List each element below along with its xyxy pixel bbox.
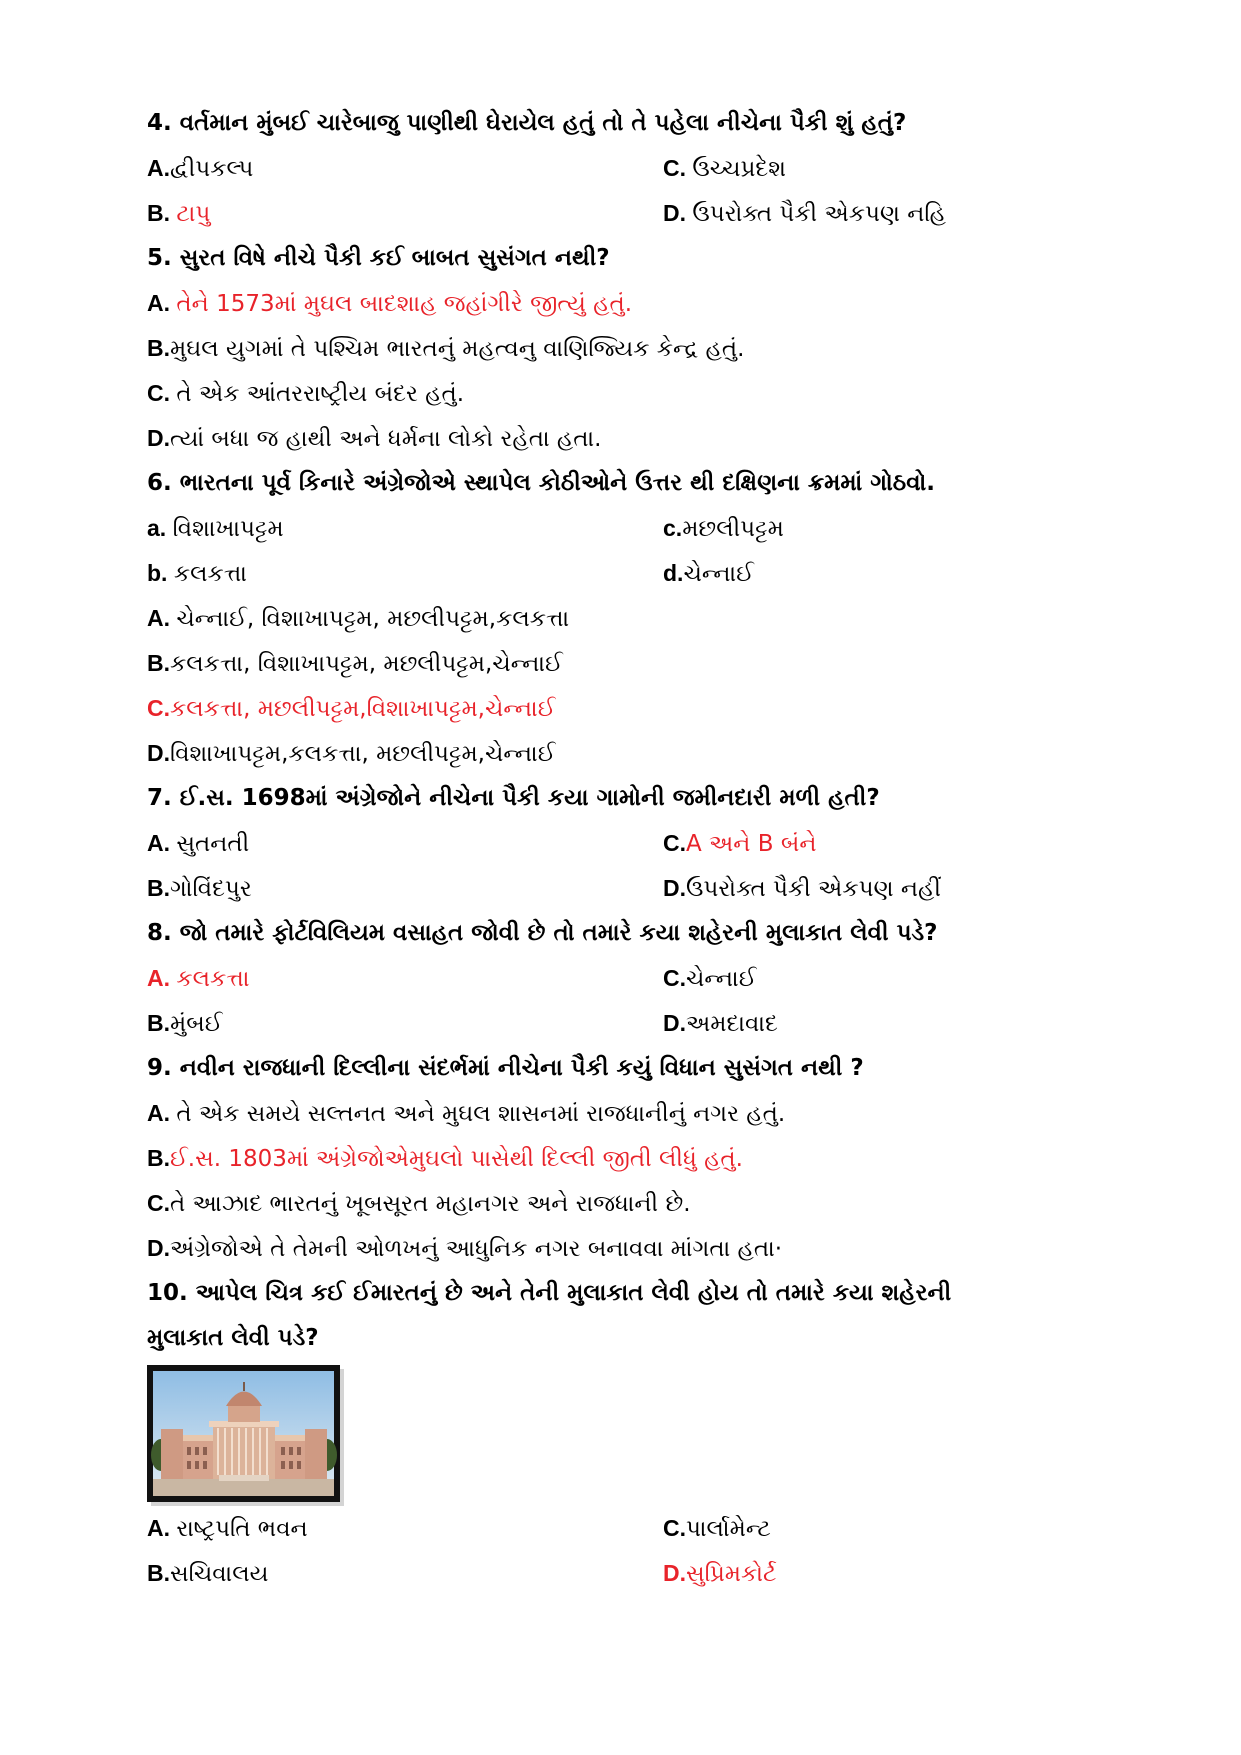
option-text: ઉચ્ચપ્રદેશ xyxy=(692,156,787,182)
option-text: મુઘલ યુગમાં તે પશ્ચિમ ભારતનું મહત્વનુ વાણિજ્યિક કેન્દ્ર હતું. xyxy=(170,336,745,362)
options-row xyxy=(147,956,1207,1001)
item-label: a. xyxy=(147,515,173,541)
option-text: કલકત્તા xyxy=(176,966,250,992)
question-10-stem-line-1: 10. આપેલ ચિત્ર કઈ ઈમારતનું છે અને તેની મુલાકાત લેવી હોય તો તમારે કયા શહેરની xyxy=(147,1280,952,1306)
option-text: વિશાખાપટ્ટમ,કલકત્તા, મછલીપટ્ટમ,ચેન્નાઈ xyxy=(170,741,556,767)
option-text: દ્વીપકલ્પ xyxy=(170,156,254,182)
option-label: D. xyxy=(663,1010,686,1036)
question-6 xyxy=(147,461,1207,776)
item-text: ચેન્નાઈ xyxy=(683,561,754,587)
option-label: B. xyxy=(147,200,177,226)
option-d xyxy=(663,1001,1207,1046)
building-photo xyxy=(147,1365,344,1506)
option-b xyxy=(147,641,1207,686)
building-photo-figure xyxy=(147,1365,344,1506)
option-label: D. xyxy=(147,740,170,766)
question-6-stem: 6. ભારતના પૂર્વ કિનારે અંગ્રેજોએ સ્થાપેલ કોઠીઓને ઉત્તર થી દક્ષિણના ક્રમમાં ગોઠવો. xyxy=(147,470,936,496)
option-a xyxy=(147,1506,663,1551)
option-c xyxy=(663,956,1207,1001)
option-text: કલકત્તા, મછલીપટ્ટમ,વિશાખાપટ્ટમ,ચેન્નાઈ xyxy=(170,696,556,722)
question-10 xyxy=(147,1271,1207,1596)
items-row xyxy=(147,551,1207,596)
option-text: ચેન્નાઈ, વિશાખાપટ્ટમ, મછલીપટ્ટમ,કલકત્તા xyxy=(176,606,570,632)
option-a-answer xyxy=(147,956,663,1001)
option-text-answer: ઈ.સ. 1803માં અંગ્રેજોએમુઘલો પાસેથી દિલ્લી જીતી લીધું હતું. xyxy=(170,1146,743,1172)
options-row xyxy=(147,191,1207,236)
option-label: C. xyxy=(147,695,170,721)
option-c xyxy=(147,1181,1207,1226)
question-5 xyxy=(147,236,1207,461)
option-text: ત્યાં બધા જ હાથી અને ધર્મના લોકો રહેતા હતા. xyxy=(170,426,602,452)
option-text: કલકત્તા, વિશાખાપટ્ટમ, મછલીપટ્ટમ,ચેન્નાઈ xyxy=(170,651,563,677)
option-c xyxy=(147,371,1207,416)
option-d xyxy=(663,866,1207,911)
question-4-stem: 4. વર્તમાન મુંબઈ ચારેબાજુ પાણીથી ઘેરાયેલ હતું તો તે પહેલા નીચેના પૈકી શું હતું? xyxy=(147,110,907,136)
option-d xyxy=(147,731,1207,776)
option-d-answer xyxy=(663,1551,1207,1596)
item-a xyxy=(147,506,663,551)
question-9 xyxy=(147,1046,1207,1271)
option-label: A. xyxy=(147,965,177,991)
option-label: C. xyxy=(663,965,686,991)
option-text: સુપ્રિમકોર્ટ xyxy=(686,1561,777,1587)
item-b xyxy=(147,551,663,596)
option-a xyxy=(147,821,663,866)
option-label: C. xyxy=(663,830,686,856)
option-label: C. xyxy=(663,155,693,181)
option-a xyxy=(147,1091,1207,1136)
options-row xyxy=(147,1506,1207,1551)
item-label: c. xyxy=(663,515,683,541)
option-label: C. xyxy=(147,380,177,406)
option-text: અમદાવાદ xyxy=(686,1011,778,1037)
option-label: A. xyxy=(147,605,177,631)
option-b xyxy=(147,1551,663,1596)
option-text-answer: ટાપુ xyxy=(176,201,211,227)
photo-ground xyxy=(153,1479,334,1496)
option-label: C. xyxy=(663,1515,686,1541)
question-9-stem: 9. નવીન રાજધાની દિલ્લીના સંદર્ભમાં નીચેના પૈકી કયું વિધાન સુસંગત નથી ? xyxy=(147,1055,864,1081)
option-text: ઉપરોક્ત પૈકી એકપણ નહીં xyxy=(686,876,941,902)
option-label: B. xyxy=(147,1560,170,1586)
question-8 xyxy=(147,911,1207,1046)
option-text: અંગ્રેજોએ તે તેમની ઓળખનું આધુનિક નગર બનાવવા માંગતા હતા· xyxy=(170,1236,783,1262)
option-b xyxy=(147,1136,1207,1181)
items-row xyxy=(147,506,1207,551)
option-c xyxy=(663,146,1207,191)
option-text-answer: તેને 1573માં મુઘલ બાદશાહ જહાંગીરે જીત્યું હતું. xyxy=(176,291,633,317)
option-b xyxy=(147,866,663,911)
question-4 xyxy=(147,101,1207,236)
option-d xyxy=(147,416,1207,461)
option-text: તે આઝાદ ભારતનું ખૂબસૂરત મહાનગર અને રાજધાની છે. xyxy=(170,1191,691,1217)
question-list xyxy=(147,101,1207,1596)
options-row xyxy=(147,1001,1207,1046)
option-label: D. xyxy=(663,875,686,901)
item-text: કલકત્તા xyxy=(173,561,247,587)
option-label: B. xyxy=(147,650,170,676)
option-label: A. xyxy=(147,1515,177,1541)
question-10-stem-line-2: મુલાકાત લેવી પડે? xyxy=(147,1325,319,1351)
option-a xyxy=(147,281,1207,326)
option-label: B. xyxy=(147,335,170,361)
item-label: d. xyxy=(663,560,684,586)
item-text: મછલીપટ્ટમ xyxy=(682,516,784,542)
options-row xyxy=(147,866,1207,911)
question-8-stem: 8. જો તમારે ફોર્ટવિલિયમ વસાહત જોવી છે તો તમારે કયા શહેરની મુલાકાત લેવી પડે? xyxy=(147,920,938,946)
photo-dome-drum xyxy=(228,1405,260,1422)
option-text-answer: A અને B બંને xyxy=(686,831,817,857)
option-label: A. xyxy=(147,155,170,181)
option-b xyxy=(147,326,1207,371)
option-label: A. xyxy=(147,290,177,316)
option-text: સચિવાલય xyxy=(170,1561,269,1587)
option-c xyxy=(663,1506,1207,1551)
option-text: તે એક આંતરરાષ્ટ્રીય બંદર હતું. xyxy=(176,381,465,407)
option-label: C. xyxy=(147,1190,170,1216)
item-label: b. xyxy=(147,560,174,586)
photo-portico xyxy=(213,1425,275,1479)
option-label: D. xyxy=(147,425,170,451)
options-row xyxy=(147,1551,1207,1596)
option-label: A. xyxy=(147,830,177,856)
option-text: સુતનતી xyxy=(176,831,250,857)
photo-steps xyxy=(219,1475,269,1481)
option-label: D. xyxy=(663,1560,686,1586)
question-7 xyxy=(147,776,1207,911)
item-d xyxy=(663,551,1207,596)
options-row xyxy=(147,146,1207,191)
item-c xyxy=(663,506,1207,551)
option-d xyxy=(663,191,1207,236)
photo-wing-right xyxy=(305,1429,327,1479)
option-c-answer xyxy=(147,686,1207,731)
option-text: મુંબઈ xyxy=(170,1011,223,1037)
option-label: A. xyxy=(147,1100,177,1126)
option-c xyxy=(663,821,1207,866)
option-text: ઉપરોક્ત પૈકી એકપણ નહિ xyxy=(692,201,946,227)
option-label: B. xyxy=(147,1010,170,1036)
question-7-stem: 7. ઈ.સ. 1698માં અંગ્રેજોને નીચેના પૈકી કયા ગામોની જમીનદારી મળી હતી? xyxy=(147,785,880,811)
photo-wing-left xyxy=(161,1429,183,1479)
option-label: D. xyxy=(147,1235,170,1261)
option-a xyxy=(147,146,663,191)
option-text: ગોવિંદપુર xyxy=(170,876,252,902)
option-d xyxy=(147,1226,1207,1271)
option-label: B. xyxy=(147,875,170,901)
option-text: ચેન્નાઈ xyxy=(686,966,757,992)
option-text: પાર્લામેન્ટ xyxy=(686,1516,771,1542)
option-text: તે એક સમયે સલ્તનત અને મુઘલ શાસનમાં રાજધાનીનું નગર હતું. xyxy=(176,1101,786,1127)
photo-dome-finial xyxy=(243,1382,245,1391)
option-text: રાષ્ટ્રપતિ ભવન xyxy=(176,1516,308,1542)
question-5-stem: 5. સુરત વિષે નીચે પૈકી કઈ બાબત સુસંગત નથી? xyxy=(147,245,610,271)
option-a xyxy=(147,596,1207,641)
option-b xyxy=(147,1001,663,1046)
options-row xyxy=(147,821,1207,866)
item-text: વિશાખાપટ્ટમ xyxy=(172,516,284,542)
option-b xyxy=(147,191,663,236)
option-label: B. xyxy=(147,1145,170,1171)
option-label: D. xyxy=(663,200,693,226)
